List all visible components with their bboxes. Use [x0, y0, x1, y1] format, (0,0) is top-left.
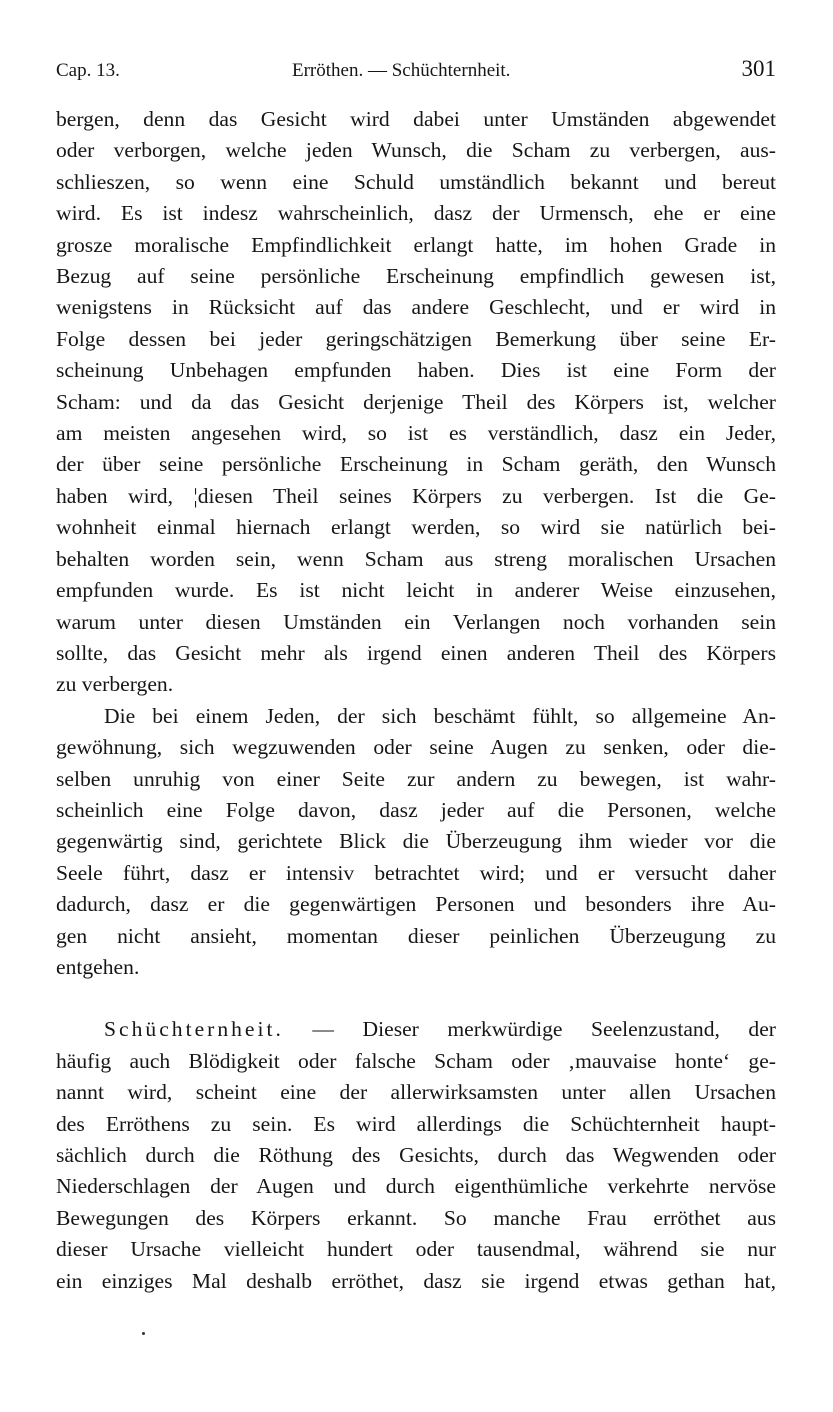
text-line: Bezug auf seine persönliche Erscheinung empfindlich gewesen ist, — [56, 264, 776, 289]
text-line: sollte, das Gesicht mehr als irgend einen anderen Theil des Körpers — [56, 640, 776, 665]
text-line: scheinlich eine Folge davon, dasz jeder auf die Personen, welche — [56, 797, 776, 822]
text-line: häufig auch Blödigkeit oder falsche Scham oder ‚mauvaise honte‘ ge- — [56, 1048, 776, 1073]
text-line: dadurch, dasz er die gegenwärtigen Personen und besonders ihre Au- — [56, 892, 776, 917]
text-line: wenigstens in Rücksicht auf das andere Geschlecht, und er wird in — [56, 295, 776, 320]
running-header — [56, 56, 776, 86]
text-line: — Dieser merkwürdige Seelenzustand, der — [312, 1017, 776, 1042]
text-line: Die bei einem Jeden, der sich beschämt fühlt, so allgemeine An- — [104, 703, 776, 728]
text-line: warum unter diesen Umständen ein Verlangen noch vorhanden sein — [56, 609, 776, 634]
text-line: nannt wird, scheint eine der allerwirksamsten unter allen Ursachen — [56, 1080, 776, 1105]
text-line: gen nicht ansieht, momentan dieser peinlichen Überzeugung zu — [56, 923, 776, 948]
text-line: gegenwärtig sind, gerichtete Blick die Überzeugung ihm wieder vor die — [56, 829, 776, 854]
running-title: Erröthen. — Schüchternheit. — [292, 60, 511, 81]
paragraph-3 — [56, 1014, 776, 1297]
text-line: am meisten angesehen wird, so ist es verständlich, dasz ein Jeder, — [56, 421, 776, 446]
text-line: grosze moralische Empfindlichkeit erlangt hatte, im hohen Grade in — [56, 232, 776, 257]
text-line: Bewegungen des Körpers erkannt. So manche Frau erröthet aus — [56, 1205, 776, 1230]
text-line: scheinung Unbehagen empfunden haben. Dies ist eine Form der — [56, 358, 776, 383]
text-line: des Erröthens zu sein. Es wird allerdings die Schüchternheit haupt- — [56, 1111, 776, 1136]
text-line: wohnheit einmal hiernach erlangt werden, so wird sie natürlich bei- — [56, 515, 776, 540]
text-line: Seele führt, dasz er intensiv betrachtet wird; und er versucht daher — [56, 860, 776, 885]
text-line: entgehen. — [56, 954, 140, 979]
text-line: Scham: und da das Gesicht derjenige Theil des Körpers ist, welcher — [56, 389, 776, 414]
text-line: zu verbergen. — [56, 672, 174, 697]
text-line: behalten worden sein, wenn Scham aus streng moralischen Ursachen — [56, 546, 776, 571]
text-line: haben wird, ¦diesen Theil seines Körpers zu verbergen. Ist die Ge- — [56, 483, 776, 508]
text-line: Niederschlagen der Augen und durch eigenthümliche verkehrte nervöse — [56, 1174, 776, 1199]
text-line: der über seine persönliche Erscheinung in Scham geräth, den Wunsch — [56, 452, 776, 477]
text-line: empfunden wurde. Es ist nicht leicht in anderer Weise einzusehen, — [56, 578, 776, 603]
text-line: wird. Es ist indesz wahrscheinlich, dasz der Urmensch, ehe er eine — [56, 201, 776, 226]
text-line: oder verborgen, welche jeden Wunsch, die Scham zu verbergen, aus- — [56, 138, 776, 163]
page-body — [56, 104, 776, 1297]
section-gap — [56, 983, 776, 1014]
page-number: 301 — [741, 56, 776, 81]
text-line: gewöhnung, sich wegzuwenden oder seine Augen zu senken, oder die- — [56, 735, 776, 760]
text-line: dieser Ursache vielleicht hundert oder tausendmal, während sie nur — [56, 1237, 776, 1262]
text-line: Folge dessen bei jeder geringschätzigen Bemerkung über seine Er- — [56, 326, 776, 351]
text-line: schlieszen, so wenn eine Schuld umständlich bekannt und bereut — [56, 169, 776, 194]
text-line: sächlich durch die Röthung des Gesichts, durch das Wegwenden oder — [56, 1143, 776, 1167]
paragraph-1 — [56, 104, 776, 701]
text-line: bergen, denn das Gesicht wird dabei unter Umständen abgewendet — [56, 107, 776, 131]
text-line: selben unruhig von einer Seite zur andern zu bewegen, ist wahr- — [56, 766, 776, 791]
section-first-line — [56, 1014, 776, 1045]
ink-speck — [142, 1332, 145, 1335]
chapter-label: Cap. 13. — [56, 60, 120, 81]
paragraph-2 — [56, 701, 776, 984]
section-heading: Schüchternheit. — [104, 1017, 284, 1042]
text-line: ein einziges Mal deshalb erröthet, dasz sie irgend etwas gethan hat, — [56, 1268, 776, 1293]
